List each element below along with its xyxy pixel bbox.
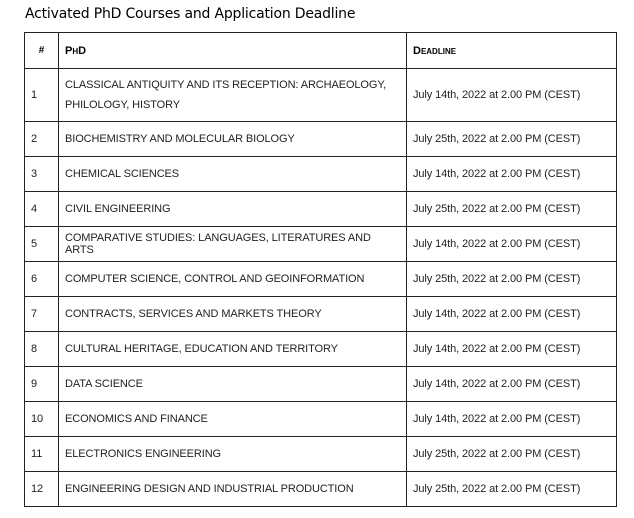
row-phd: CLASSICAL ANTIQUITY AND ITS RECEPTION: ARCHAEOLOGY, PHILOLOGY, HISTORY: [59, 69, 407, 122]
page-title: Activated PhD Courses and Application Deadline: [25, 6, 356, 22]
header-phd-label: PhD: [65, 44, 87, 57]
row-num: 6: [25, 262, 59, 297]
row-num: 10: [25, 402, 59, 437]
row-deadline: July 25th, 2022 at 2.00 PM (CEST): [407, 192, 617, 227]
table-row: [25, 402, 617, 437]
header-deadline-label: Deadline: [413, 44, 457, 57]
row-deadline: July 14th, 2022 at 2.00 PM (CEST): [407, 227, 617, 262]
table-row: [25, 297, 617, 332]
row-deadline: July 25th, 2022 at 2.00 PM (CEST): [407, 472, 617, 507]
row-num: 4: [25, 192, 59, 227]
table-row: [25, 367, 617, 402]
row-phd: CIVIL ENGINEERING: [59, 192, 407, 227]
table-header-row: [25, 33, 617, 69]
row-deadline: July 14th, 2022 at 2.00 PM (CEST): [407, 157, 617, 192]
table-row: [25, 227, 617, 262]
row-deadline: July 14th, 2022 at 2.00 PM (CEST): [407, 367, 617, 402]
row-num: 12: [25, 472, 59, 507]
courses-table: [24, 32, 617, 507]
row-num: 8: [25, 332, 59, 367]
row-phd: ECONOMICS AND FINANCE: [59, 402, 407, 437]
table-row: [25, 122, 617, 157]
row-deadline: July 25th, 2022 at 2.00 PM (CEST): [407, 122, 617, 157]
table-row: [25, 437, 617, 472]
table-row: [25, 69, 617, 122]
row-deadline: July 14th, 2022 at 2.00 PM (CEST): [407, 69, 617, 122]
row-deadline: July 14th, 2022 at 2.00 PM (CEST): [407, 332, 617, 367]
row-num: 1: [25, 69, 59, 122]
row-num: 3: [25, 157, 59, 192]
row-phd: CHEMICAL SCIENCES: [59, 157, 407, 192]
row-deadline: July 25th, 2022 at 2.00 PM (CEST): [407, 262, 617, 297]
row-phd: ELECTRONICS ENGINEERING: [59, 437, 407, 472]
row-deadline: July 25th, 2022 at 2.00 PM (CEST): [407, 437, 617, 472]
row-phd: DATA SCIENCE: [59, 367, 407, 402]
row-phd: CONTRACTS, SERVICES AND MARKETS THEORY: [59, 297, 407, 332]
row-num: 5: [25, 227, 59, 262]
table-row: [25, 192, 617, 227]
table-row: [25, 157, 617, 192]
row-phd: COMPARATIVE STUDIES: LANGUAGES, LITERATURES AND ARTS: [59, 227, 407, 262]
row-num: 7: [25, 297, 59, 332]
row-num: 11: [25, 437, 59, 472]
row-phd: ENGINEERING DESIGN AND INDUSTRIAL PRODUCTION: [59, 472, 407, 507]
row-phd: BIOCHEMISTRY AND MOLECULAR BIOLOGY: [59, 122, 407, 157]
row-deadline: July 14th, 2022 at 2.00 PM (CEST): [407, 402, 617, 437]
row-deadline: July 14th, 2022 at 2.00 PM (CEST): [407, 297, 617, 332]
table-row: [25, 472, 617, 507]
header-deadline: [407, 33, 617, 69]
row-num: 9: [25, 367, 59, 402]
header-phd: [59, 33, 407, 69]
table-row: [25, 262, 617, 297]
row-num: 2: [25, 122, 59, 157]
row-phd: COMPUTER SCIENCE, CONTROL AND GEOINFORMATION: [59, 262, 407, 297]
row-phd: CULTURAL HERITAGE, EDUCATION AND TERRITORY: [59, 332, 407, 367]
header-num: #: [25, 33, 59, 69]
table-row: [25, 332, 617, 367]
